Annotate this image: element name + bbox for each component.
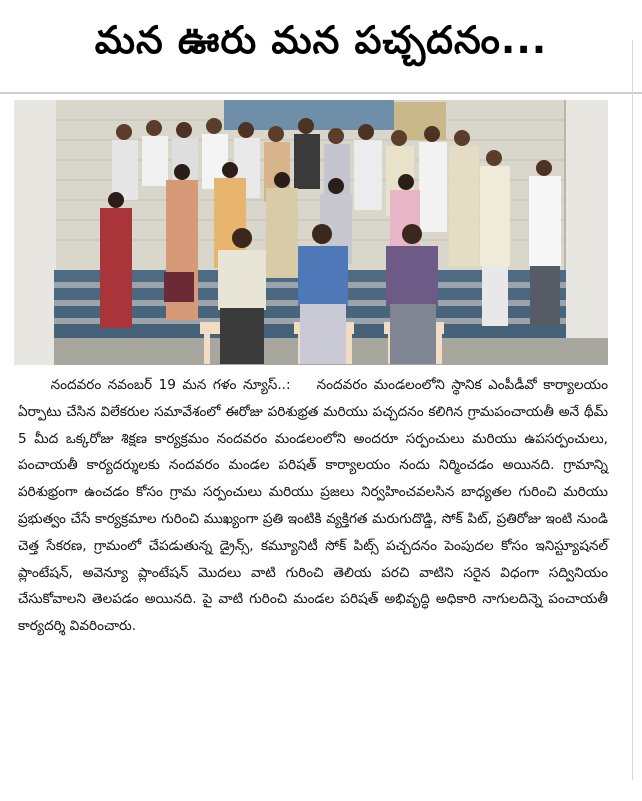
group-photo	[14, 100, 608, 365]
article-text: నందవరం మండలంలోని స్థానిక ఎంపీడీవో కార్యాలయం ఏర్పాటు చేసిన విలేకరుల సమావేశంలో ఈరోజు పరిశుభ్రత మరియు పచ్చదనం కలిగిన గ్రామపంచాయతీ అనే థీమ్ 5 మీద ఒక్కరోజు శిక్షణ కార్యక్రమం నందవరం మండలంలోని అందరూ సర్పంచులు మరియు ఉపసర్పంచులు, పంచాయతీ కార్యదర్శులకు నందవరం మండల పరిషత్ కార్యాలయం నందు నిర్మించడం అయినది. గ్రామాన్ని పరిశుభ్రంగా ఉంచడం కోసం గ్రామ సర్పంచులు మరియు ప్రజలు నిర్వహించవలసిన బాధ్యతల గురించి మరియు ప్రభుత్వం చేసే కార్యక్రమాల గురించి ముఖ్యంగా ప్రతి ఇంటికి వ్యక్తిగత మరుగుదొడ్డి, సోక్ పిట్, ప్రతిరోజు ఇంటి నుండి చెత్త సేకరణ, గ్రామంలో చేపడుతున్న డ్రైన్స్, కమ్యూనిటీ సోక్ పిట్స్ పచ్చదనం పెంపుదల కోసం ఇనిస్ట్యూషనల్ ప్లాంటేషన్, అవెన్యూ ప్లాంటేషన్ మొదలు వాటి గురించి తెలియ పరచి వాటిని సరైన విధంగా సద్వినియం చేసుకోవాలని తెలపడం అయినది. పై వాటి గురించి మండల పరిషత్ అభివృద్ధి అధికారి నాగులదిన్నె పంచాయతీ కార్యదర్శి వివరించారు.	[18, 377, 608, 635]
article-body	[18, 372, 608, 640]
article-dateline: నందవరం నవంబర్ 19 మన గళం న్యూస్..:	[18, 377, 311, 393]
group-photo-icon	[14, 100, 608, 365]
headline: మన ఊరు మన పచ్చదనం...	[94, 18, 548, 62]
column-divider	[632, 40, 633, 780]
headline-divider	[0, 92, 642, 94]
